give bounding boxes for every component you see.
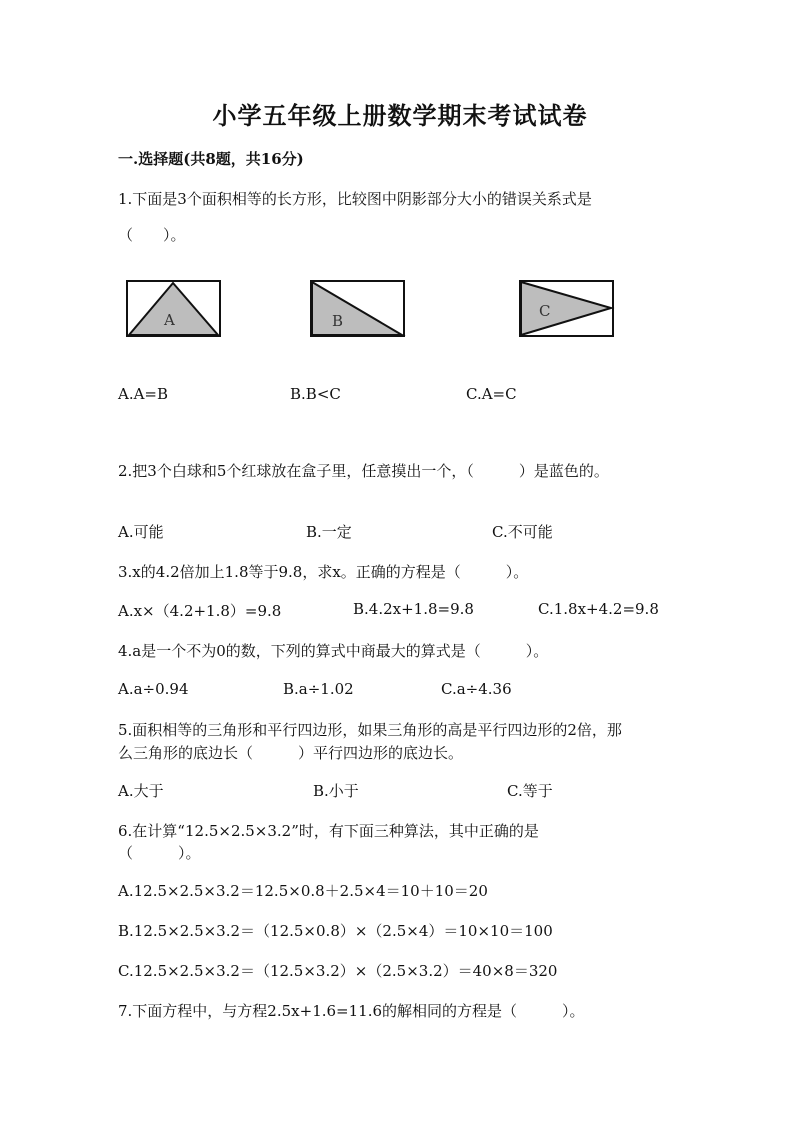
q5-option-b[interactable]: B.小于: [313, 782, 359, 800]
question-3-text: 3.x的4.2倍加上1.8等于9.8，求x。正确的方程是（ ）。: [118, 563, 529, 581]
q6-option-b[interactable]: B.12.5×2.5×3.2＝（12.5×0.8）×（2.5×4）＝10×10＝100: [118, 922, 553, 940]
question-5-text-line-2: 么三角形的底边长（ ）平行四边形的底边长。: [118, 744, 464, 762]
question-4-text: 4.a是一个不为0的数，下列的算式中商最大的算式是（ ）。: [118, 642, 549, 660]
figure-b-label: B: [332, 312, 344, 330]
q3-option-a[interactable]: A.x×（4.2+1.8）=9.8: [118, 602, 282, 620]
q2-option-b[interactable]: B.一定: [306, 523, 352, 541]
q3-option-c[interactable]: C.1.8x+4.2=9.8: [538, 600, 659, 618]
figure-c: [519, 280, 615, 342]
q1-option-b[interactable]: B.B<C: [290, 385, 341, 403]
section-heading: 一.选择题(共8题，共16分): [118, 150, 304, 168]
q4-option-b[interactable]: B.a÷1.02: [283, 680, 354, 698]
q4-option-a[interactable]: A.a÷0.94: [118, 680, 189, 698]
question-2-text: 2.把3个白球和5个红球放在盒子里，任意摸出一个，（ ）是蓝色的。: [118, 462, 609, 480]
question-6-blank: （ ）。: [118, 844, 201, 862]
figure-a-label: A: [164, 311, 175, 329]
figure-a: [126, 280, 222, 342]
question-6-text: 6.在计算“12.5×2.5×3.2”时，有下面三种算法，其中正确的是: [118, 822, 539, 840]
figure-c-label: C: [539, 302, 551, 320]
q2-option-a[interactable]: A.可能: [118, 523, 164, 541]
page-title: 小学五年级上册数学期末考试试卷: [212, 101, 588, 130]
question-1-text: 1.下面是3个面积相等的长方形，比较图中阴影部分大小的错误关系式是: [118, 190, 592, 208]
q6-option-a[interactable]: A.12.5×2.5×3.2＝12.5×0.8＋2.5×4＝10＋10＝20: [118, 882, 488, 900]
question-7-text: 7.下面方程中，与方程2.5x+1.6=11.6的解相同的方程是（ ）。: [118, 1002, 585, 1020]
question-1-blank: （ ）。: [118, 226, 186, 244]
q5-option-c[interactable]: C.等于: [507, 782, 553, 800]
q5-option-a[interactable]: A.大于: [118, 782, 164, 800]
q2-option-c[interactable]: C.不可能: [492, 523, 553, 541]
q1-option-a[interactable]: A.A=B: [118, 385, 169, 403]
q4-option-c[interactable]: C.a÷4.36: [441, 680, 512, 698]
figure-b: [310, 280, 406, 342]
q6-option-c[interactable]: C.12.5×2.5×3.2＝（12.5×3.2）×（2.5×3.2）＝40×8＝320: [118, 962, 558, 980]
q3-option-b[interactable]: B.4.2x+1.8=9.8: [353, 600, 474, 618]
q1-option-c[interactable]: C.A=C: [466, 385, 517, 403]
question-5-text-line-1: 5.面积相等的三角形和平行四边形，如果三角形的高是平行四边形的2倍，那: [118, 721, 622, 739]
